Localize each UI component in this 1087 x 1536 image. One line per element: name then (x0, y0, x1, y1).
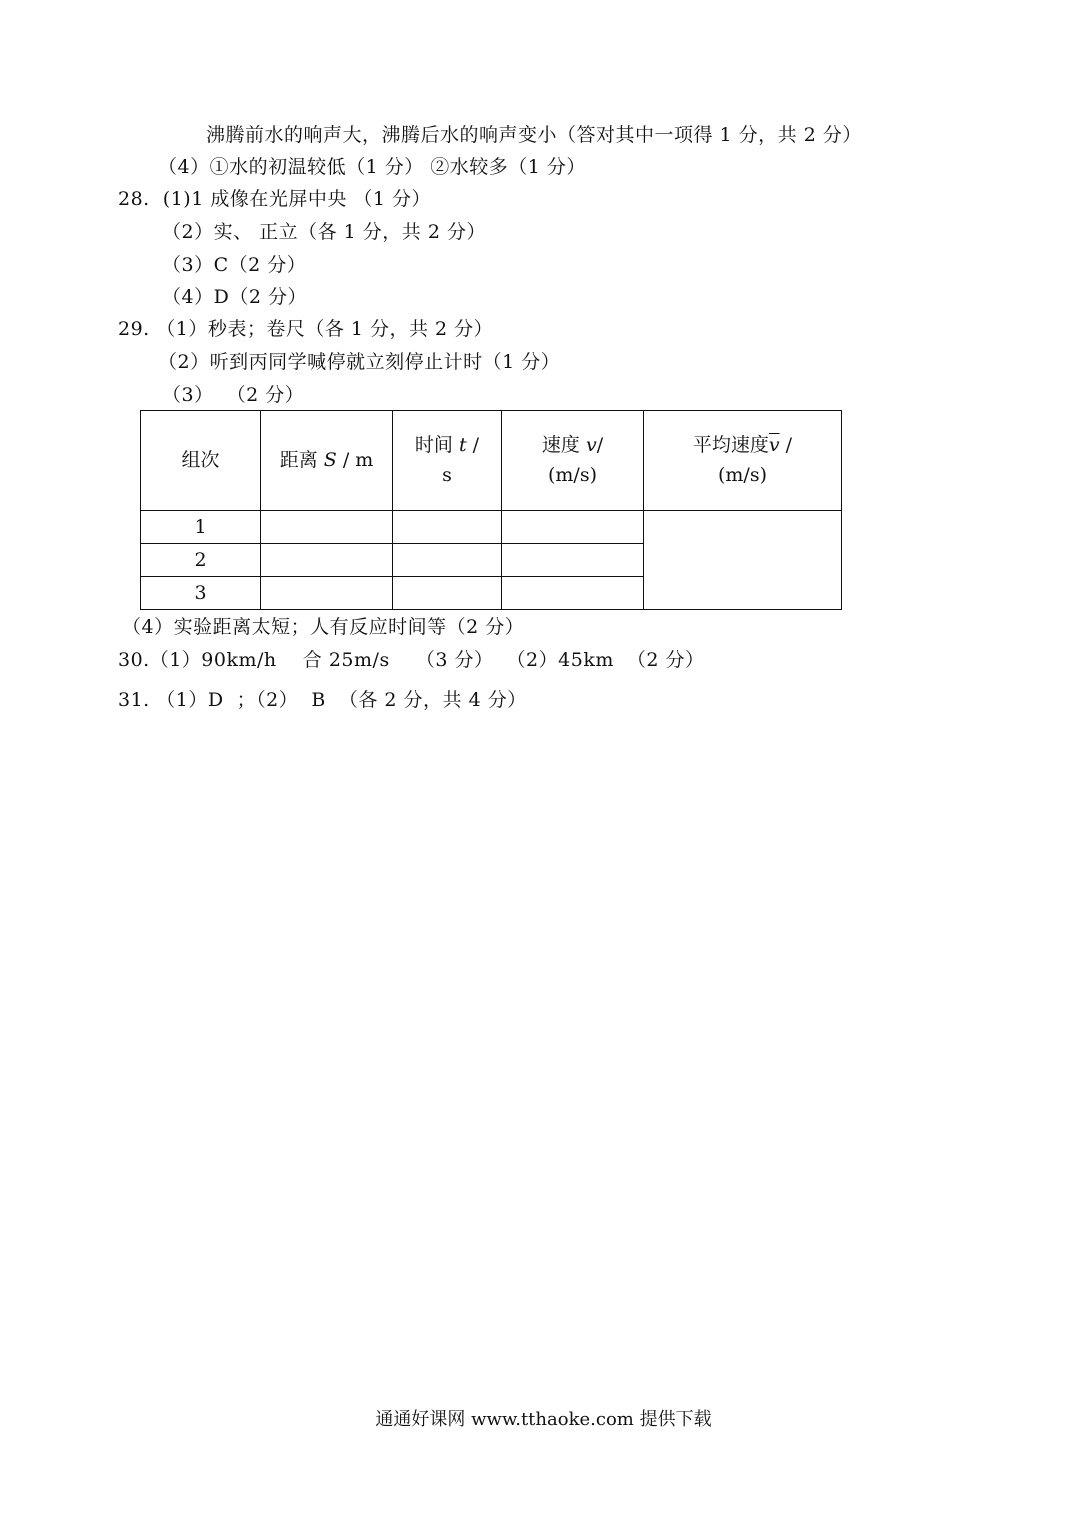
header-speed (502, 411, 644, 511)
distance-unit: / m (336, 449, 374, 472)
time-slash: / (466, 434, 480, 457)
table-row (141, 510, 842, 543)
header-average-speed (644, 411, 842, 511)
answer-line: 29. （1）秒表；卷尺（各 1 分，共 2 分） (118, 318, 494, 340)
time-cell (393, 543, 502, 576)
distance-cell (261, 543, 393, 576)
speed-symbol: v (585, 434, 597, 457)
speed-cell (502, 543, 644, 576)
distance-symbol: S (323, 449, 337, 472)
average-speed-slash: / (779, 434, 793, 457)
speed-unit: (m/s) (548, 464, 597, 487)
answer-line: （2）听到丙同学喊停就立刻停止计时（1 分） (158, 351, 561, 373)
answer-line: （4）①水的初温较低（1 分） ②水较多（1 分） (158, 156, 586, 178)
answer-line: （3） （2 分） (162, 384, 305, 406)
answer-line: 31. （1）D ；（2） B （各 2 分，共 4 分） (118, 689, 527, 711)
time-symbol: t (458, 434, 467, 457)
header-group (141, 411, 261, 511)
time-cell (393, 576, 502, 609)
header-time (393, 411, 502, 511)
speed-cell (502, 510, 644, 543)
group-number: 2 (141, 543, 261, 576)
answer-line: 30.（1）90km/h 合 25m/s （3 分） （2）45km （2 分） (118, 649, 705, 671)
answer-line: （4）D（2 分） (162, 286, 307, 308)
average-speed-unit: (m/s) (718, 464, 767, 487)
average-speed-symbol: $\overline{v}$ (768, 434, 780, 457)
header-group-label: 组次 (181, 449, 220, 472)
time-cell (393, 510, 502, 543)
header-speed-label: 速度 (541, 434, 586, 457)
speed-slash: / (596, 434, 604, 457)
answer-line: （3）C（2 分） (162, 254, 307, 276)
distance-cell (261, 576, 393, 609)
group-number: 1 (141, 510, 261, 543)
answer-line: 沸腾前水的响声大，沸腾后水的响声变小（答对其中一项得 1 分，共 2 分） (206, 124, 862, 146)
header-distance-label: 距离 (279, 449, 324, 472)
header-average-speed-label: 平均速度 (692, 434, 769, 457)
answer-line: 28. (1)1 成像在光屏中央 （1 分） (118, 188, 432, 210)
page-footer: 通通好课网 www.tthaoke.com 提供下载 (375, 1409, 712, 1430)
answer-line: （4）实验距离太短；人有反应时间等（2 分） (122, 616, 525, 638)
distance-cell (261, 510, 393, 543)
time-unit: s (442, 464, 452, 487)
answer-line: （2）实、 正立（各 1 分，共 2 分） (162, 221, 486, 243)
data-table (140, 410, 842, 610)
speed-cell (502, 576, 644, 609)
average-speed-cell (644, 510, 842, 610)
group-number: 3 (141, 576, 261, 609)
header-distance (261, 411, 393, 511)
header-time-label: 时间 (414, 434, 459, 457)
table-header-row (141, 411, 842, 511)
